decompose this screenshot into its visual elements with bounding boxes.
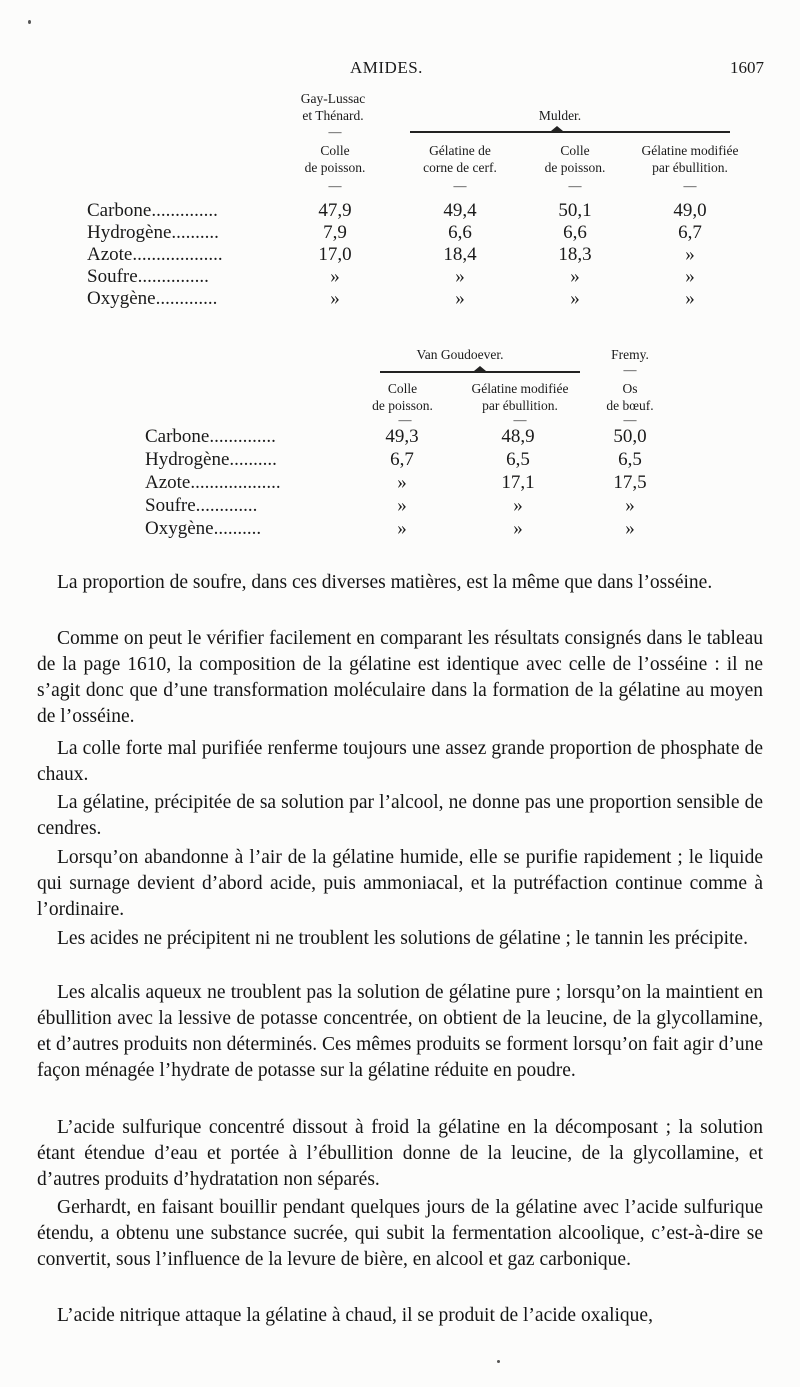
table-cell: »: [330, 266, 340, 287]
column-dash: —: [513, 412, 527, 427]
table-cell: 48,9: [501, 426, 535, 447]
column-header: Os de bœuf.: [606, 381, 654, 413]
row-label-hydrogene: Hydrogène..........: [87, 222, 219, 243]
table-cell: 6,5: [506, 449, 530, 470]
group-header-van-goudoever: Van Goudoever.: [416, 347, 504, 362]
table-cell: 17,1: [501, 472, 535, 493]
paragraph: L’acide nitrique attaque la gélatine à chaud, il se produit de l’acide oxalique,: [57, 1305, 653, 1326]
table-cell: 49,0: [673, 200, 707, 221]
group-header-gay-lussac: Gay-Lussac et Thénard.: [300, 91, 366, 123]
table-cell: »: [397, 472, 407, 493]
table-cell: 49,4: [443, 200, 477, 221]
paragraph: La proportion de soufre, dans ces diverses matières, est la même que dans l’osséine.: [57, 572, 713, 593]
column-dash: —: [328, 178, 342, 193]
row-label-azote: Azote...................: [145, 472, 281, 493]
table-cell: »: [685, 244, 695, 265]
table-cell: 6,7: [390, 449, 414, 470]
table-cell: »: [455, 288, 465, 309]
table-cell: »: [330, 288, 340, 309]
table-cell: 49,3: [385, 426, 419, 447]
row-label-soufre: Soufre.............: [145, 495, 258, 516]
scan-speck: [28, 20, 31, 24]
column-header: Colle de poisson.: [544, 143, 606, 175]
table-cell: »: [570, 266, 580, 287]
running-title: AMIDES.: [350, 58, 423, 77]
table-cell: 18,3: [558, 244, 592, 265]
paragraph: L’acide sulfurique concentré dissout à froid la gélatine en la décomposant ; la solution étant étendue d’eau et portée à l’ébullition donne de la leucine, de la glycollamine, et d’autres produits d’hydratation non séparés.: [37, 1117, 763, 1190]
table-cell: 50,1: [558, 200, 592, 221]
table-cell: 7,9: [323, 222, 347, 243]
row-label-oxygene: Oxygène..........: [145, 518, 262, 539]
table-cell: »: [455, 266, 465, 287]
table-cell: »: [397, 518, 407, 539]
table-cell: 18,4: [443, 244, 477, 265]
column-header: Colle de poisson.: [372, 381, 433, 413]
paragraph: La gélatine, précipitée de sa solution par l’alcool, ne donne pas une proportion sensible de cendres.: [37, 792, 763, 839]
group-brace-mulder: [410, 131, 730, 133]
table-cell: »: [685, 266, 695, 287]
brace-tip: [474, 366, 486, 371]
table-cell: »: [570, 288, 580, 309]
scan-speck: [497, 1360, 500, 1363]
page-number: 1607: [730, 58, 764, 77]
table-cell: 6,6: [563, 222, 587, 243]
paragraph: Gerhardt, en faisant bouillir pendant quelques jours de la gélatine avec l’acide sulfurique étendu, a obtenu une substance sucrée, qui subit la fermentation alcoolique, c’est-à-dire se convertit, sous l’influence de la levure de bière, en alcool et gaz carbonique.: [37, 1197, 763, 1270]
group-header-fremy: Fremy.: [611, 347, 649, 362]
column-dash: —: [453, 178, 467, 193]
column-header: Gélatine de corne de cerf.: [423, 143, 497, 175]
table-cell: 50,0: [613, 426, 647, 447]
column-dash: —: [623, 412, 637, 427]
group-brace-van-goudoever: [380, 371, 580, 373]
paragraph: Comme on peut le vérifier facilement en comparant les résultats consignés dans le tableau de la page 1610, la composition de la gélatine est identique avec celle de l’osséine : il ne s’agit donc que d’une transformation moléculaire dans la formation de la gélatine au moyen de l’osséine.: [37, 628, 763, 727]
table-cell: »: [625, 495, 635, 516]
row-label-hydrogene: Hydrogène..........: [145, 449, 277, 470]
table-cell: »: [513, 518, 523, 539]
column-header: Colle de poisson.: [304, 143, 366, 175]
group-header-mulder: Mulder.: [538, 108, 582, 123]
table-cell: »: [685, 288, 695, 309]
row-label-azote: Azote...................: [87, 244, 223, 265]
brace-tip: [551, 126, 563, 131]
row-label-oxygene: Oxygène.............: [87, 288, 218, 309]
table-cell: 6,7: [678, 222, 702, 243]
table-cell: 6,6: [448, 222, 472, 243]
header-dash: —: [328, 124, 342, 139]
paragraph: Les alcalis aqueux ne troublent pas la solution de gélatine pure ; lorsqu’on la maintient en ébullition avec la lessive de potasse concentrée, on obtient de la leucine, de la glycollamine, et d’autres produits non déterminés. Ces mêmes produits se forment lorsqu’on fait agir d’une façon ménagée l’hydrate de potasse sur la gélatine réduite en poudre.: [37, 982, 763, 1081]
table-cell: 47,9: [318, 200, 352, 221]
column-dash: —: [398, 412, 412, 427]
table-cell: 6,5: [618, 449, 642, 470]
table-cell: »: [397, 495, 407, 516]
header-dash: —: [623, 362, 637, 377]
paragraph: Les acides ne précipitent ni ne troublent les solutions de gélatine ; le tannin les précipite.: [57, 928, 748, 949]
row-label-carbone: Carbone..............: [87, 200, 218, 221]
table-cell: 17,0: [318, 244, 352, 265]
table-cell: »: [513, 495, 523, 516]
column-dash: —: [683, 178, 697, 193]
paragraph: Lorsqu’on abandonne à l’air de la gélatine humide, elle se purifie rapidement ; le liquide qui surnage devient d’abord acide, puis ammoniacal, et la putréfaction continue comme à l’ordinaire.: [37, 847, 763, 920]
table-cell: »: [625, 518, 635, 539]
column-header: Gélatine modifiée par ébullition.: [471, 381, 569, 413]
column-dash: —: [568, 178, 582, 193]
row-label-soufre: Soufre...............: [87, 266, 209, 287]
column-header: Gélatine modifiée par ébullition.: [641, 143, 739, 175]
row-label-carbone: Carbone..............: [145, 426, 276, 447]
table-cell: 17,5: [613, 472, 647, 493]
paragraph: La colle forte mal purifiée renferme toujours une assez grande proportion de phosphate de chaux.: [37, 738, 763, 785]
